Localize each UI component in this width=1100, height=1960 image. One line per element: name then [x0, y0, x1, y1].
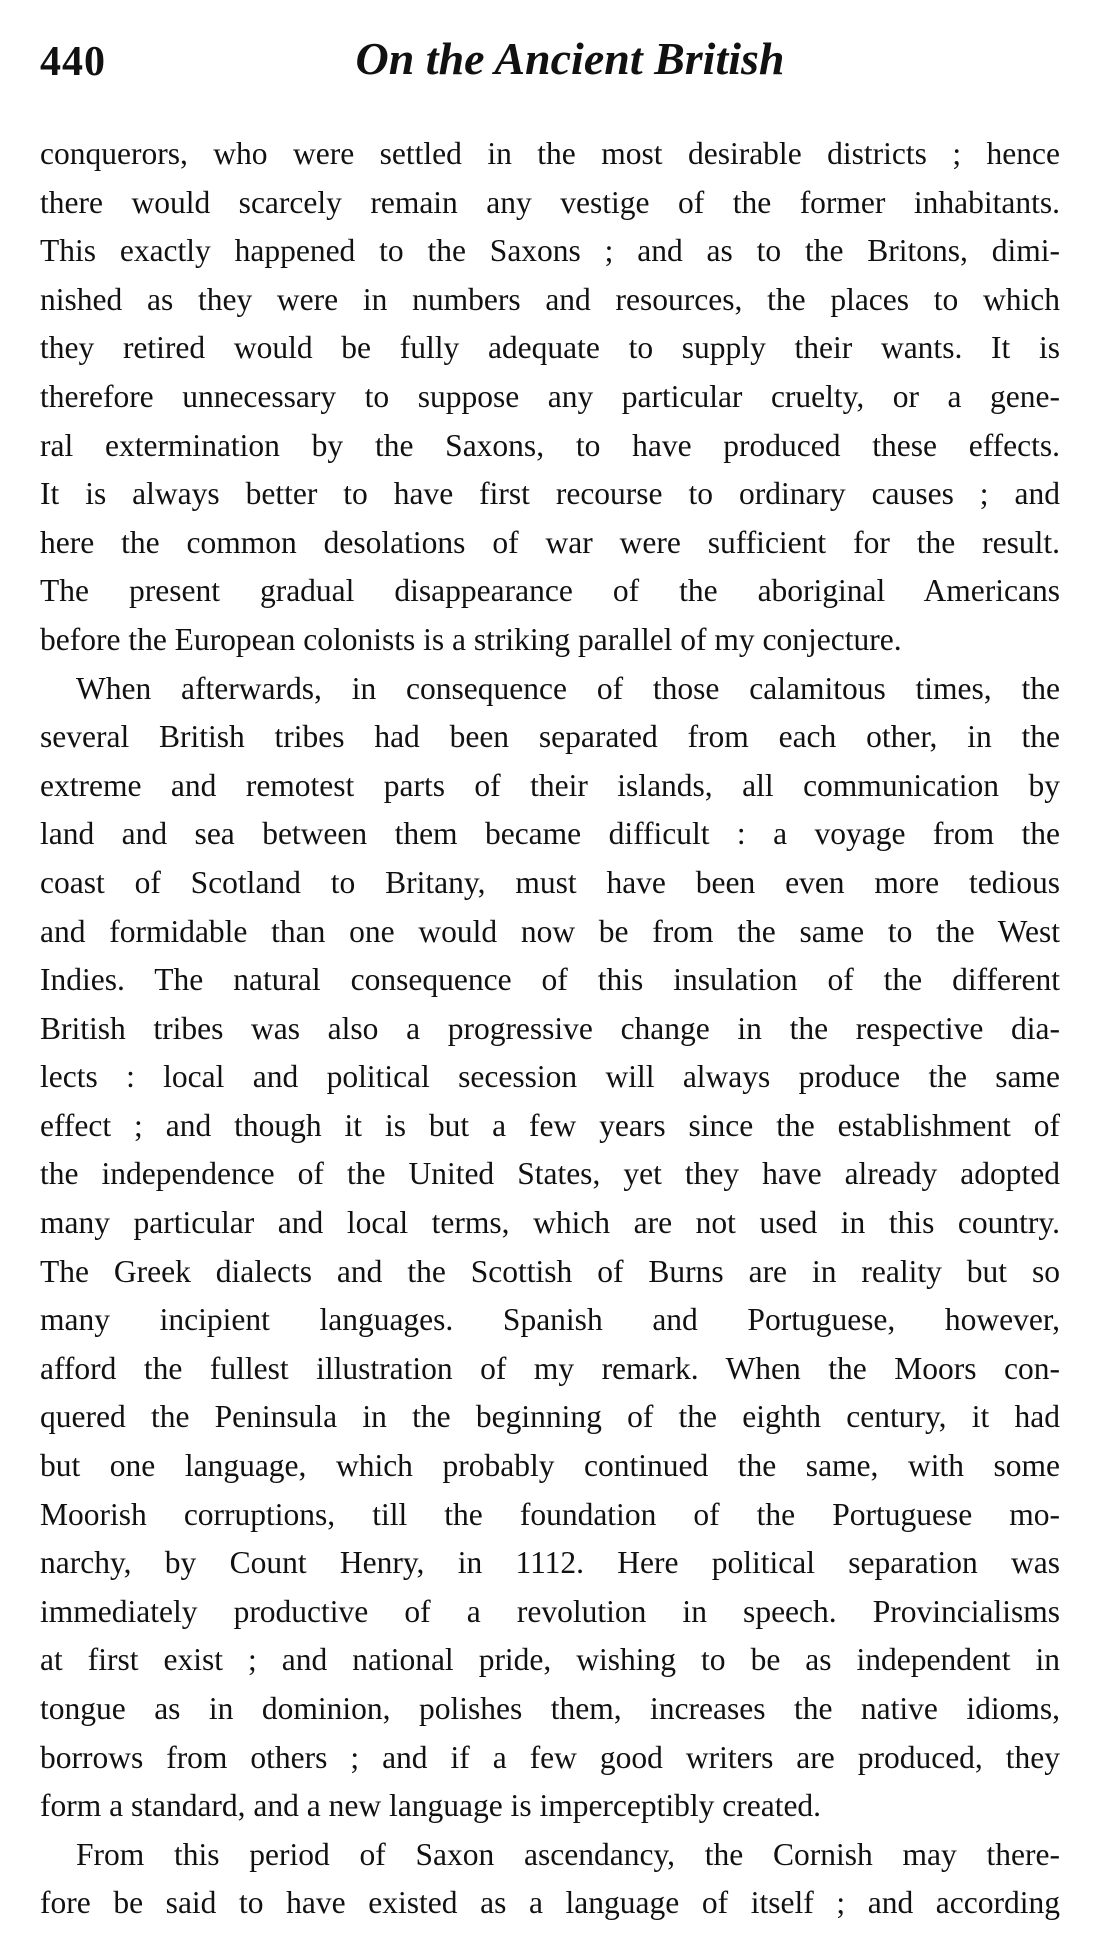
text-line: several British tribes had been separated from each other, in the [40, 719, 1060, 755]
text-line: Moorish corruptions, till the foundation of the Portuguese mo- [40, 1496, 1060, 1532]
paragraph-1 [40, 130, 1060, 665]
text-line: narchy, by Count Henry, in 1112. Here political separation was [40, 1545, 1060, 1581]
text-line: before the European colonists is a striking parallel of my conjecture. [40, 621, 902, 657]
text-line: tongue as in dominion, polishes them, increases the native idioms, [40, 1691, 1060, 1726]
text-line: here the common desolations of war were sufficient for the result. [40, 524, 1060, 560]
text-line: form a standard, and a new language is imperceptibly created. [40, 1788, 822, 1824]
text-line: It is always better to have first recourse to ordinary causes ; and [40, 476, 1060, 512]
text-line: effect ; and though it is but a few years since the establishment of [40, 1107, 1060, 1143]
text-line: The present gradual disappearance of the aboriginal Americans [40, 573, 1060, 609]
text-line: nished as they were in numbers and resources, the places to which [40, 281, 1060, 317]
text-line: borrows from others ; and if a few good writers are produced, they [40, 1739, 1060, 1775]
text-line: immediately productive of a revolution in speech. Provincialisms [40, 1593, 1060, 1629]
text-line: extreme and remotest parts of their islands, all communication by [40, 767, 1060, 803]
text-line: they retired would be fully adequate to supply their wants. It is [40, 330, 1060, 366]
body-text [40, 130, 1060, 1928]
text-line: afford the fullest illustration of my remark. When the Moors con- [40, 1350, 1060, 1386]
text-line: many particular and local terms, which are not used in this country. [40, 1205, 1060, 1241]
text-line: and formidable than one would now be from the same to the West [40, 913, 1060, 949]
text-line: but one language, which probably continued the same, with some [40, 1448, 1060, 1484]
text-line: Indies. The natural consequence of this insulation of the different [40, 962, 1060, 998]
text-line: conquerors, who were settled in the most desirable districts ; hence [40, 136, 1060, 171]
running-title: On the Ancient British [355, 33, 785, 84]
text-line: many incipient languages. Spanish and Portuguese, however, [40, 1302, 1060, 1338]
paragraph-2 [40, 665, 1060, 1831]
paragraph-3 [40, 1831, 1060, 1928]
text-line: at first exist ; and national pride, wishing to be as independent in [40, 1642, 1060, 1678]
text-line: British tribes was also a progressive change in the respective dia- [40, 1010, 1060, 1046]
text-line: the independence of the United States, yet they have already adopted [40, 1156, 1060, 1192]
book-page [40, 32, 1060, 1928]
text-line: quered the Peninsula in the beginning of the eighth century, it had [40, 1399, 1060, 1435]
page-number: 440 [40, 39, 106, 85]
text-line: land and sea between them became difficult : a voyage from the [40, 816, 1060, 852]
text-line: lects : local and political secession will always produce the same [40, 1059, 1060, 1095]
text-line: coast of Scotland to Britany, must have been even more tedious [40, 864, 1060, 900]
text-line: there would scarcely remain any vestige of the former inhabitants. [40, 184, 1060, 220]
page-header [40, 32, 1060, 102]
text-line: fore be said to have existed as a language of itself ; and according [40, 1885, 1060, 1921]
text-line: ral extermination by the Saxons, to have produced these effects. [40, 427, 1060, 463]
text-line: From this period of Saxon ascendancy, the Cornish may there- [76, 1836, 1060, 1872]
text-line: therefore unnecessary to suppose any particular cruelty, or a gene- [40, 378, 1060, 414]
text-line: This exactly happened to the Saxons ; and as to the Britons, dimi- [40, 233, 1060, 269]
text-line: When afterwards, in consequence of those calamitous times, the [76, 670, 1060, 706]
text-line: The Greek dialects and the Scottish of Burns are in reality but so [40, 1253, 1060, 1289]
